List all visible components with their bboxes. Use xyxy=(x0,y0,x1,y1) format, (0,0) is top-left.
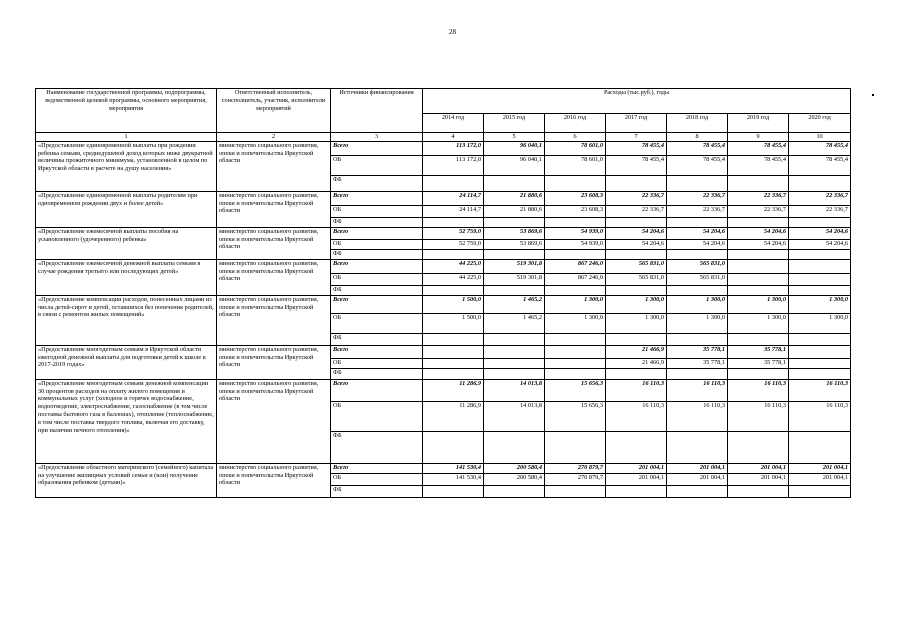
expense-value: 1 300,0 xyxy=(545,295,606,313)
expense-value xyxy=(423,358,484,368)
table-row xyxy=(36,191,851,205)
expense-value: 15 656,3 xyxy=(545,401,606,431)
expense-value: 54 204,6 xyxy=(667,239,728,249)
header-year: 2014 год xyxy=(423,114,484,133)
expense-value: 1 300,0 xyxy=(728,295,789,313)
expense-value: 16 110,3 xyxy=(667,401,728,431)
column-number: 8 xyxy=(667,133,728,142)
funding-source: ОБ xyxy=(331,358,423,368)
expense-value: 1 500,0 xyxy=(423,295,484,313)
expense-value xyxy=(789,285,851,295)
expense-value xyxy=(789,345,851,358)
expense-value: 96 040,1 xyxy=(484,141,545,155)
expense-value: 78 455,4 xyxy=(667,155,728,175)
expense-value xyxy=(423,345,484,358)
expense-value: 22 336,7 xyxy=(606,205,667,217)
expense-value: 24 114,7 xyxy=(423,205,484,217)
scan-artifact xyxy=(872,94,874,96)
expense-value: 565 831,0 xyxy=(667,259,728,273)
expense-value: 78 455,4 xyxy=(606,141,667,155)
expense-value xyxy=(606,285,667,295)
responsible-executor: министерство социального развития, опеки и попечительства Иркутской области xyxy=(217,227,331,259)
expense-value xyxy=(484,368,545,379)
expense-value: 1 300,0 xyxy=(667,295,728,313)
column-number: 6 xyxy=(545,133,606,142)
header-year: 2020 год xyxy=(789,114,851,133)
expense-value: 22 336,7 xyxy=(789,191,851,205)
expense-value xyxy=(423,333,484,345)
expense-value xyxy=(667,285,728,295)
funding-source: Всего xyxy=(331,463,423,473)
expense-value: 96 040,1 xyxy=(484,155,545,175)
financing-table xyxy=(35,88,851,498)
expense-value xyxy=(789,431,851,463)
expense-value xyxy=(423,485,484,497)
page-number: 28 xyxy=(449,28,456,36)
expense-value: 200 580,4 xyxy=(484,463,545,473)
expense-value: 52 759,0 xyxy=(423,227,484,239)
expense-value xyxy=(667,333,728,345)
expense-value: 201 004,1 xyxy=(728,473,789,485)
expense-value: 21 466,9 xyxy=(606,358,667,368)
expense-value xyxy=(667,368,728,379)
funding-source: ОБ xyxy=(331,313,423,333)
column-number: 2 xyxy=(217,133,331,142)
expense-value xyxy=(606,485,667,497)
funding-source: ФБ xyxy=(331,249,423,259)
funding-source: ОБ xyxy=(331,155,423,175)
expense-value: 78 455,4 xyxy=(667,141,728,155)
responsible-executor: министерство социального развития, опеки и попечительства Иркутской области xyxy=(217,379,331,463)
expense-value: 35 778,1 xyxy=(667,345,728,358)
funding-source: ФБ xyxy=(331,333,423,345)
program-name: «Предоставление единовременной выплаты при рождении ребенка семьям, среднедушевой доход которых ниже двукратной величины прожиточного минимума, установленной в целом по Иркутской области в расчете на душу населения» xyxy=(36,141,217,191)
responsible-executor: министерство социального развития, опеки и попечительства Иркутской области xyxy=(217,295,331,345)
expense-value: 22 336,7 xyxy=(606,191,667,205)
expense-value: 565 831,0 xyxy=(667,273,728,285)
expense-value: 23 608,3 xyxy=(545,191,606,205)
expense-value: 1 300,0 xyxy=(545,313,606,333)
expense-value xyxy=(423,175,484,191)
expense-value: 16 110,3 xyxy=(667,379,728,401)
expense-value xyxy=(789,485,851,497)
expense-value xyxy=(545,285,606,295)
expense-value: 54 939,0 xyxy=(545,239,606,249)
funding-source: ФБ xyxy=(331,217,423,227)
expense-value xyxy=(728,217,789,227)
expense-value: 201 004,1 xyxy=(667,473,728,485)
funding-source: Всего xyxy=(331,379,423,401)
expense-value: 44 225,0 xyxy=(423,273,484,285)
responsible-executor: министерство социального развития, опеки и попечительства Иркутской области xyxy=(217,141,331,191)
funding-source: ФБ xyxy=(331,368,423,379)
expense-value: 16 110,3 xyxy=(728,379,789,401)
expense-value: 22 336,7 xyxy=(667,191,728,205)
expense-value xyxy=(606,249,667,259)
expense-value xyxy=(789,368,851,379)
column-number: 5 xyxy=(484,133,545,142)
funding-source: ФБ xyxy=(331,431,423,463)
expense-value: 201 004,1 xyxy=(606,473,667,485)
expense-value xyxy=(728,285,789,295)
expense-value xyxy=(606,217,667,227)
expense-value: 270 879,7 xyxy=(545,463,606,473)
expense-value: 14 013,8 xyxy=(484,379,545,401)
funding-source: Всего xyxy=(331,191,423,205)
expense-value xyxy=(484,217,545,227)
expense-value: 54 939,0 xyxy=(545,227,606,239)
expense-value: 22 336,7 xyxy=(667,205,728,217)
program-name: «Предоставление многодетным семьям денежной компенсации 30 процентов расходов на оплату жилого помещения и коммунальных услуг (холодное и горячее водоснабжение, водоотведение, электроснабжение, газоснабжение (в том числе поставка бытового газа в баллонах), отопление (теплоснабжение, в том числе поставка твердого топлива, включая его доставку, при наличии печного отопления)» xyxy=(36,379,217,463)
expense-value: 11 286,9 xyxy=(423,401,484,431)
expense-value: 1 300,0 xyxy=(606,295,667,313)
table-row xyxy=(36,345,851,358)
expense-value xyxy=(606,175,667,191)
expense-value: 22 336,7 xyxy=(789,205,851,217)
expense-value: 35 778,1 xyxy=(728,345,789,358)
expense-value xyxy=(545,217,606,227)
column-number: 9 xyxy=(728,133,789,142)
header-year: 2016 год xyxy=(545,114,606,133)
expense-value xyxy=(667,249,728,259)
expense-value: 54 204,6 xyxy=(789,227,851,239)
expense-value xyxy=(667,217,728,227)
expense-value xyxy=(728,273,789,285)
funding-source: ФБ xyxy=(331,485,423,497)
funding-source: ФБ xyxy=(331,285,423,295)
expense-value: 113 172,0 xyxy=(423,141,484,155)
funding-source: ОБ xyxy=(331,473,423,485)
expense-value xyxy=(728,485,789,497)
responsible-executor: министерство социального развития, опеки и попечительства Иркутской области xyxy=(217,345,331,379)
expense-value xyxy=(667,175,728,191)
funding-source: Всего xyxy=(331,141,423,155)
table-row xyxy=(36,295,851,313)
expense-value xyxy=(728,249,789,259)
expense-value xyxy=(728,333,789,345)
expense-value xyxy=(789,273,851,285)
expense-value xyxy=(728,431,789,463)
expense-value xyxy=(423,285,484,295)
expense-value: 1 465,2 xyxy=(484,313,545,333)
table-row xyxy=(36,259,851,273)
expense-value: 867 246,0 xyxy=(545,259,606,273)
header-expenses: Расходы (тыс.руб.), годы xyxy=(423,89,851,114)
header-year: 2018 год xyxy=(667,114,728,133)
expense-value: 78 455,4 xyxy=(606,155,667,175)
expense-value xyxy=(789,175,851,191)
funding-source: ОБ xyxy=(331,205,423,217)
table-row xyxy=(36,463,851,473)
expense-value xyxy=(484,175,545,191)
expense-value: 141 530,4 xyxy=(423,473,484,485)
header-year: 2015 год xyxy=(484,114,545,133)
expense-value: 565 831,0 xyxy=(606,273,667,285)
expense-value: 201 004,1 xyxy=(728,463,789,473)
expense-value xyxy=(789,259,851,273)
expense-value xyxy=(667,431,728,463)
expense-value xyxy=(606,333,667,345)
expense-value: 24 114,7 xyxy=(423,191,484,205)
expense-value xyxy=(545,175,606,191)
expense-value xyxy=(728,175,789,191)
expense-value: 141 530,4 xyxy=(423,463,484,473)
funding-source: Всего xyxy=(331,345,423,358)
expense-value: 565 831,0 xyxy=(606,259,667,273)
program-name: «Предоставление ежемесячной денежной выплаты семьям в случае рождения третьего или последующих детей» xyxy=(36,259,217,295)
column-number: 4 xyxy=(423,133,484,142)
responsible-executor: министерство социального развития, опеки и попечительства Иркутской области xyxy=(217,259,331,295)
expense-value: 16 110,3 xyxy=(789,379,851,401)
expense-value xyxy=(484,431,545,463)
expense-value: 519 301,8 xyxy=(484,273,545,285)
funding-source: ОБ xyxy=(331,273,423,285)
expense-value xyxy=(728,259,789,273)
expense-value xyxy=(789,249,851,259)
expense-value: 519 301,8 xyxy=(484,259,545,273)
funding-source: Всего xyxy=(331,295,423,313)
header-source: Источники финансирования xyxy=(331,89,423,133)
expense-value: 53 869,6 xyxy=(484,227,545,239)
expense-value: 23 608,3 xyxy=(545,205,606,217)
expense-value: 35 778,1 xyxy=(667,358,728,368)
expense-value: 1 500,0 xyxy=(423,313,484,333)
expense-value: 21 466,9 xyxy=(606,345,667,358)
expense-value xyxy=(789,333,851,345)
expense-value xyxy=(789,217,851,227)
expense-value xyxy=(423,217,484,227)
expense-value: 54 204,6 xyxy=(606,227,667,239)
expense-value xyxy=(545,345,606,358)
header-year: 2017 год xyxy=(606,114,667,133)
expense-value xyxy=(606,431,667,463)
column-number: 7 xyxy=(606,133,667,142)
expense-value: 54 204,6 xyxy=(789,239,851,249)
expense-value: 21 880,6 xyxy=(484,205,545,217)
expense-value: 78 455,4 xyxy=(789,155,851,175)
funding-source: ОБ xyxy=(331,239,423,249)
expense-value: 11 286,9 xyxy=(423,379,484,401)
expense-value: 54 204,6 xyxy=(667,227,728,239)
expense-value xyxy=(484,333,545,345)
expense-value: 16 110,3 xyxy=(728,401,789,431)
expense-value: 52 759,0 xyxy=(423,239,484,249)
expense-value xyxy=(606,368,667,379)
expense-value: 113 172,0 xyxy=(423,155,484,175)
expense-value: 1 300,0 xyxy=(789,295,851,313)
expense-value: 35 778,1 xyxy=(728,358,789,368)
expense-value: 78 601,0 xyxy=(545,155,606,175)
program-name: «Предоставление ежемесячной выплаты пособия на усыновленного (удочеренного) ребенка» xyxy=(36,227,217,259)
table-row xyxy=(36,227,851,239)
expense-value: 200 580,4 xyxy=(484,473,545,485)
expense-value: 867 246,0 xyxy=(545,273,606,285)
expense-value: 15 656,3 xyxy=(545,379,606,401)
column-number: 1 xyxy=(36,133,217,142)
expense-value xyxy=(423,249,484,259)
expense-value xyxy=(545,249,606,259)
program-name: «Предоставление областного материнского (семейного) капитала на улучшение жилищных условий семьи и (или) получение образования ребенком (детьми)» xyxy=(36,463,217,497)
expense-value xyxy=(423,368,484,379)
expense-value xyxy=(545,333,606,345)
table-row xyxy=(36,141,851,155)
expense-value: 78 455,4 xyxy=(728,141,789,155)
funding-source: ОБ xyxy=(331,401,423,431)
header-responsible: Ответственный исполнитель, соисполнитель, участник, исполнители мероприятий xyxy=(217,89,331,133)
expense-value: 201 004,1 xyxy=(789,473,851,485)
expense-value xyxy=(423,431,484,463)
expense-value xyxy=(667,485,728,497)
expense-value xyxy=(484,345,545,358)
expense-value xyxy=(484,249,545,259)
expense-value: 78 455,4 xyxy=(789,141,851,155)
expense-value xyxy=(545,485,606,497)
program-name: «Предоставление компенсации расходов, понесенных лицами из числа детей-сирот и детей, оставшихся без попечения родителей, в связи с ремонтом жилых помещений» xyxy=(36,295,217,345)
expense-value: 1 300,0 xyxy=(606,313,667,333)
expense-value: 21 880,6 xyxy=(484,191,545,205)
expense-value: 78 455,4 xyxy=(728,155,789,175)
funding-source: Всего xyxy=(331,227,423,239)
funding-source: ФБ xyxy=(331,175,423,191)
expense-value xyxy=(545,431,606,463)
expense-value: 54 204,6 xyxy=(728,227,789,239)
program-name: «Предоставление многодетным семьям в Иркутской области ежегодной денежной выплаты для подготовки детей к школе в 2017-2019 годах» xyxy=(36,345,217,379)
expense-value: 54 204,6 xyxy=(728,239,789,249)
expense-value: 270 879,7 xyxy=(545,473,606,485)
program-name: «Предоставление единовременной выплаты родителям при одновременном рождении двух и более детей» xyxy=(36,191,217,227)
table-row xyxy=(36,379,851,401)
expense-value xyxy=(545,358,606,368)
expense-value: 201 004,1 xyxy=(667,463,728,473)
expense-value xyxy=(484,285,545,295)
expense-value: 1 300,0 xyxy=(667,313,728,333)
expense-value xyxy=(484,485,545,497)
expense-value xyxy=(545,368,606,379)
column-number: 10 xyxy=(789,133,851,142)
column-number: 3 xyxy=(331,133,423,142)
funding-source: Всего xyxy=(331,259,423,273)
header-program: Наименование государственной программы, подпрограммы, ведомственной целевой программы, основного мероприятия, мероприятия xyxy=(36,89,217,133)
expense-value: 201 004,1 xyxy=(789,463,851,473)
expense-value: 1 300,0 xyxy=(789,313,851,333)
expense-value: 44 225,0 xyxy=(423,259,484,273)
expense-value: 1 300,0 xyxy=(728,313,789,333)
expense-value: 22 336,7 xyxy=(728,205,789,217)
expense-value: 16 110,3 xyxy=(606,401,667,431)
responsible-executor: министерство социального развития, опеки и попечительства Иркутской области xyxy=(217,191,331,227)
expense-value xyxy=(728,368,789,379)
expense-value: 14 013,8 xyxy=(484,401,545,431)
expense-value: 53 869,6 xyxy=(484,239,545,249)
expense-value: 78 601,0 xyxy=(545,141,606,155)
expense-value: 1 465,2 xyxy=(484,295,545,313)
expense-value: 16 110,3 xyxy=(606,379,667,401)
expense-value: 22 336,7 xyxy=(728,191,789,205)
expense-value xyxy=(789,358,851,368)
expense-value xyxy=(484,358,545,368)
expense-value: 201 004,1 xyxy=(606,463,667,473)
expense-value: 16 110,3 xyxy=(789,401,851,431)
expense-value: 54 204,6 xyxy=(606,239,667,249)
responsible-executor: министерство социального развития, опеки и попечительства Иркутской области xyxy=(217,463,331,497)
header-year: 2019 год xyxy=(728,114,789,133)
